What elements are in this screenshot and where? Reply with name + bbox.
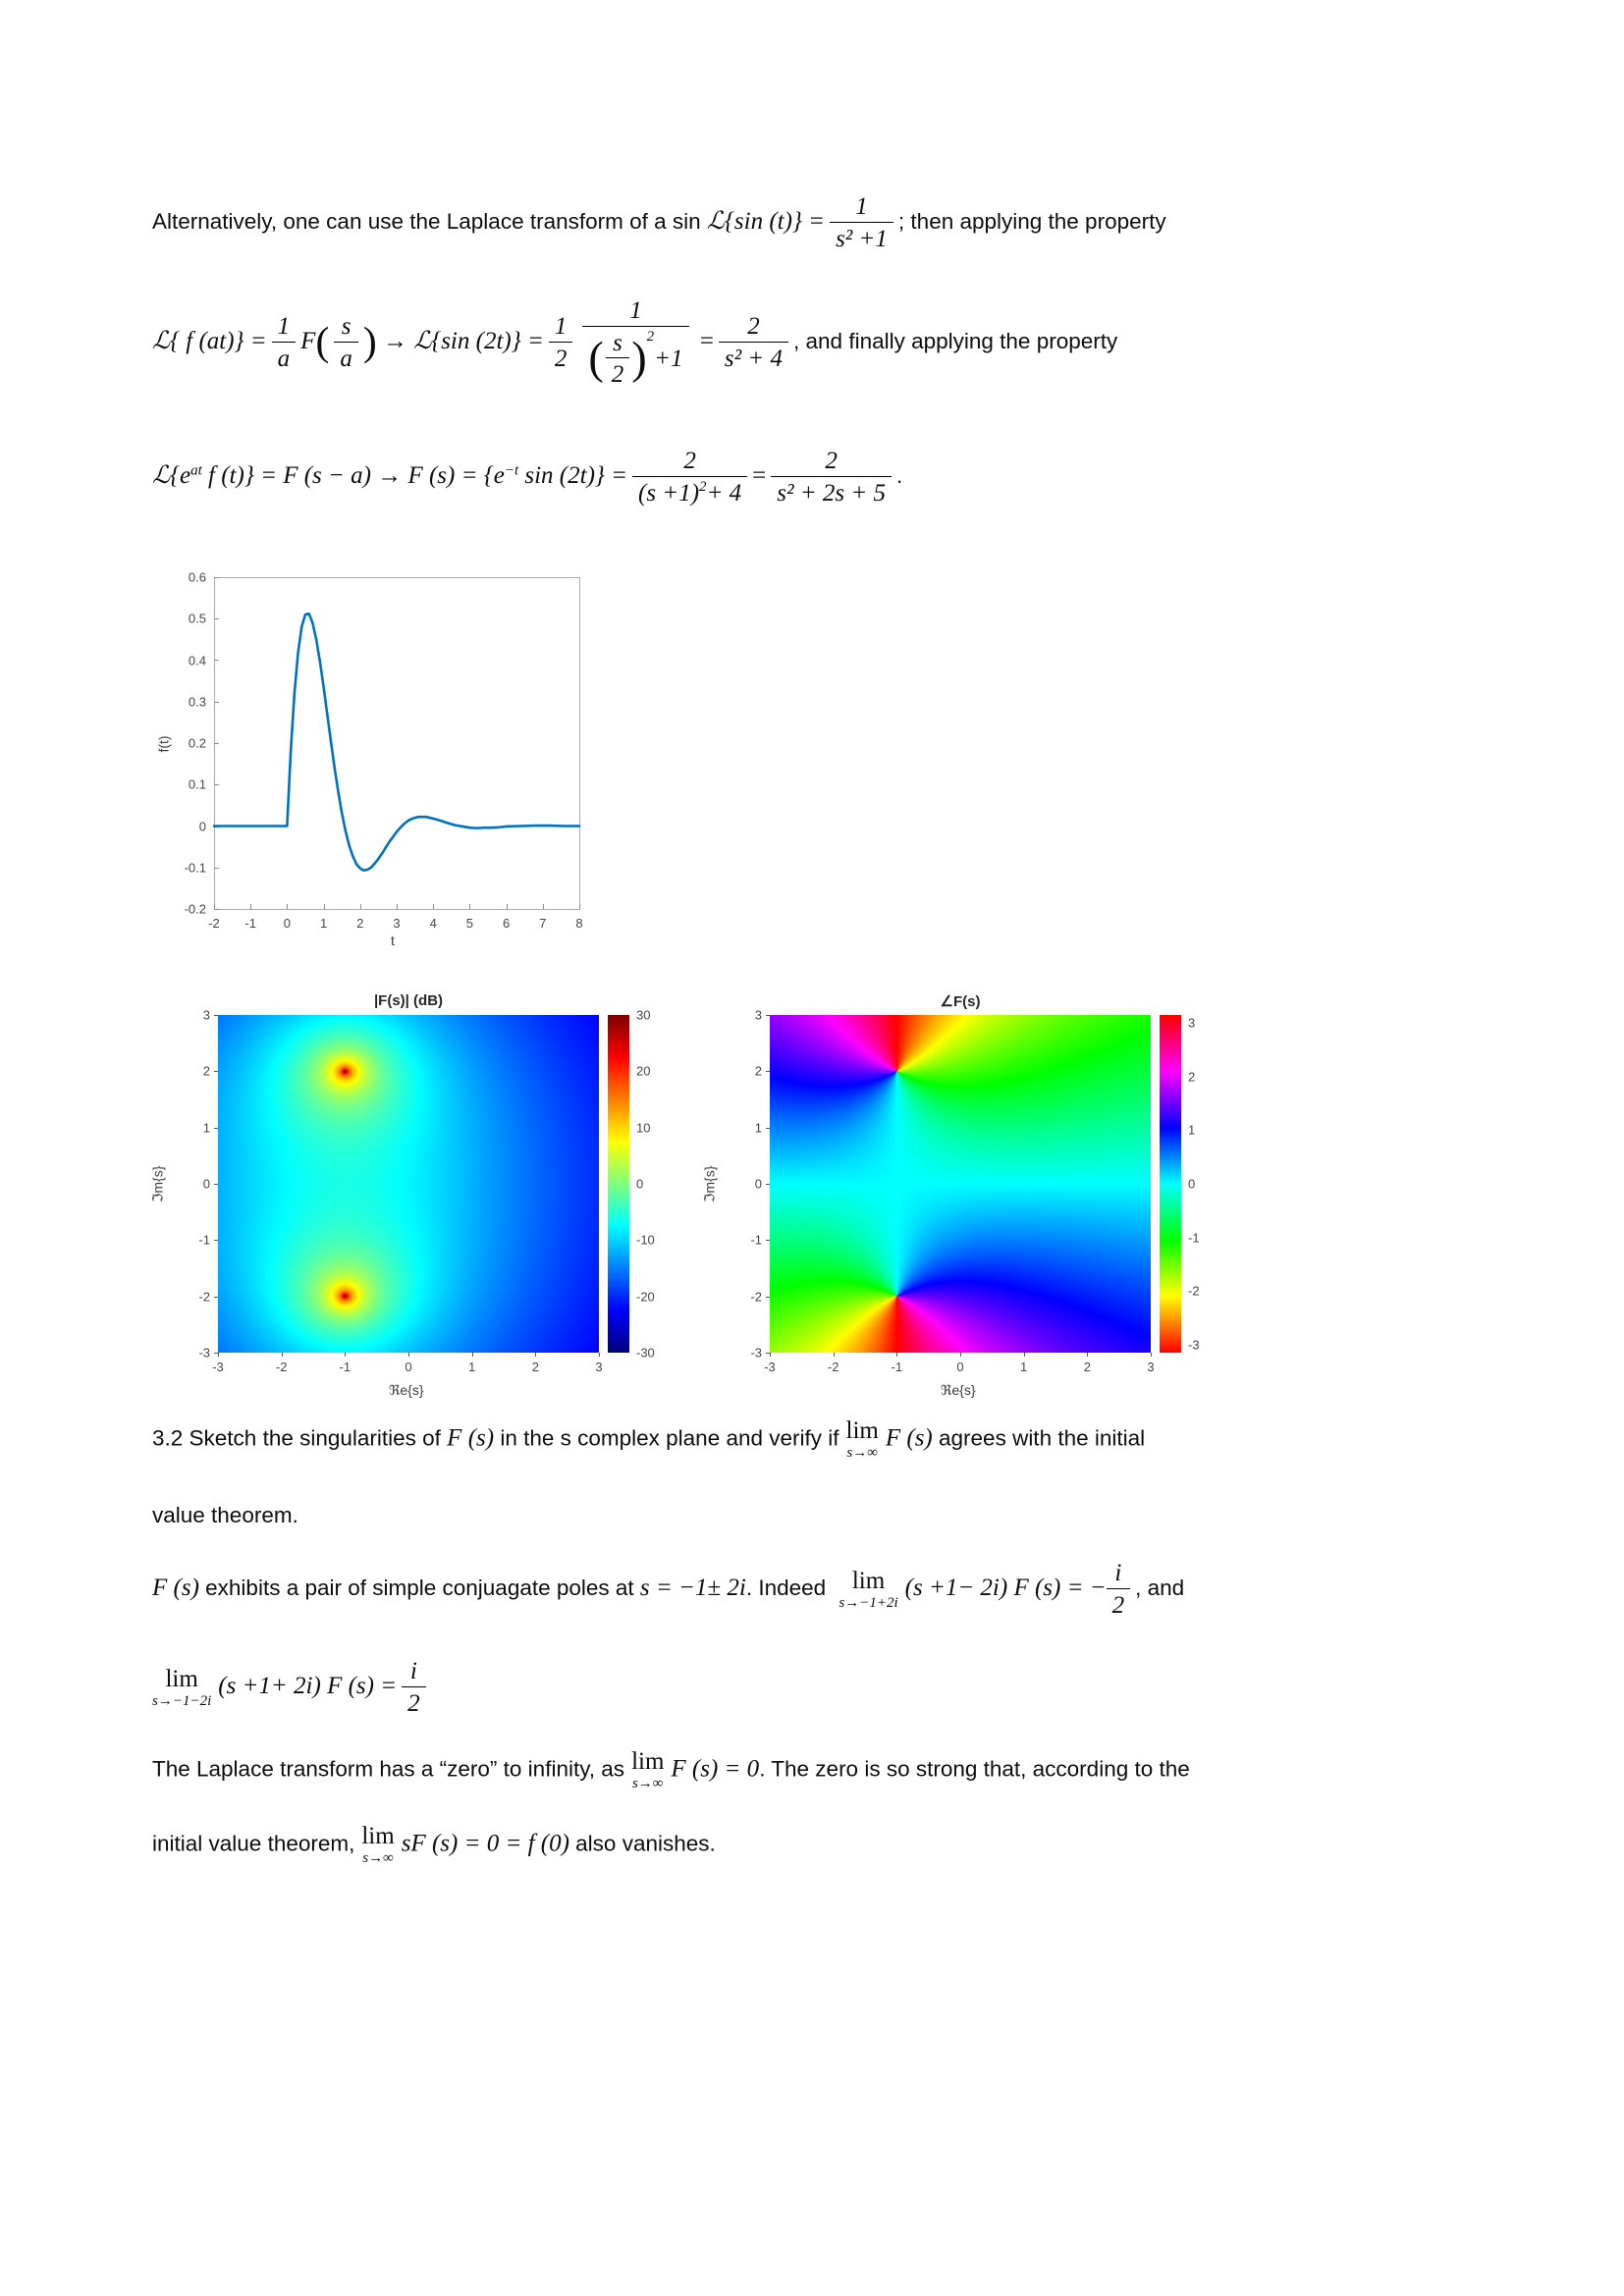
magnitude-plot-title: |F(s)| (dB) (373, 992, 444, 1009)
poles-text-3: , and (1135, 1575, 1185, 1600)
limit-operator: lim (631, 1748, 665, 1775)
fraction-denominator: a (334, 342, 358, 374)
fraction-numerator: s (613, 329, 623, 356)
para1-text-pre: Alternatively, one can use the Laplace transform of a sin (152, 208, 707, 234)
fraction-denominator: 2 (606, 357, 630, 390)
fraction-i-over-2 (402, 1657, 426, 1718)
para1-fraction (830, 192, 893, 253)
phase-heatmap-figure (679, 991, 1244, 1398)
zero-math-1: F (s) = 0 (671, 1755, 760, 1783)
limit-subscript: s→∞ (362, 1850, 394, 1866)
fraction-numerator: 2 (747, 313, 760, 341)
y-tick-label: 0.5 (188, 611, 206, 626)
x-tick-label: 4 (429, 916, 437, 931)
y-tick-label: 0.1 (188, 776, 206, 792)
sec32-text-3: agrees with the initial (932, 1425, 1146, 1451)
colorbar-tick-label: 0 (636, 1176, 644, 1192)
phase-plot-title: ∠F(s) (940, 993, 981, 1010)
tick-mark (1151, 1353, 1152, 1357)
tick-mark (766, 1240, 770, 1241)
zero-text-4: also vanishes. (568, 1831, 716, 1856)
y-tick-label: 2 (754, 1063, 762, 1079)
tick-mark (472, 1353, 473, 1357)
tick-mark (214, 1240, 218, 1241)
formula3-part1: ℒ{e (152, 461, 191, 489)
x-tick-label: 5 (465, 916, 474, 931)
tick-mark (834, 1353, 835, 1357)
paragraph-zero-line1 (152, 1749, 1488, 1791)
exponent: 2 (699, 478, 707, 495)
sec32-math-Fs: F (s) (447, 1424, 495, 1452)
den-base: (s +1) (638, 479, 700, 507)
x-tick-label: 0 (283, 916, 292, 931)
poles-math-Fs: F (s) (152, 1574, 199, 1601)
tick-mark (896, 1353, 897, 1357)
poles-text-2: . Indeed (745, 1575, 833, 1600)
open-paren: ( (315, 319, 330, 365)
sec32-text-2: in the s complex plane and verify if (494, 1425, 839, 1451)
x-tick-label: 8 (575, 916, 583, 931)
limit-subscript: s→∞ (631, 1776, 664, 1791)
fraction-numerator: 1 (277, 313, 291, 341)
denominator-tail: +1 (654, 345, 683, 372)
y-tick-label: 3 (754, 1007, 762, 1023)
x-tick-label: -2 (208, 916, 220, 931)
x-tick-label: 1 (319, 916, 328, 931)
close-paren: ) (362, 319, 377, 365)
fraction-denominator: s² +1 (830, 222, 893, 254)
limit-s-to-infinity (631, 1749, 664, 1791)
fraction-numerator: s (341, 313, 352, 341)
y-tick-label: -3 (198, 1345, 210, 1361)
tick-mark (214, 1015, 218, 1016)
x-tick-label: 6 (502, 916, 511, 931)
x-tick-label: 7 (539, 916, 547, 931)
y-tick-label: 1 (754, 1120, 762, 1136)
magnitude-heatmap-figure (126, 991, 690, 1398)
colorbar-tick-label: -2 (1188, 1283, 1200, 1299)
tick-mark (535, 1353, 536, 1357)
fraction-numerator: i (409, 1658, 417, 1684)
colorbar-tick-label: 2 (1188, 1069, 1196, 1084)
magnitude-heatmap-canvas (218, 1015, 599, 1353)
limit-s-to-pole1 (839, 1569, 897, 1611)
limit-s-to-pole2 (152, 1667, 211, 1709)
x-tick-label: 2 (356, 916, 364, 931)
fraction-result (719, 312, 788, 373)
para1-math-lhs: ℒ{sin (t)} = (706, 207, 826, 235)
tick-mark (214, 1184, 218, 1185)
y-tick-label: 0 (198, 819, 206, 833)
exponent-at: at (190, 462, 202, 479)
formula3-period: . (895, 462, 903, 488)
fraction-numerator: i (1114, 1560, 1122, 1586)
den-tail: + 4 (706, 479, 742, 507)
fraction-denominator: a (272, 342, 297, 374)
equals-sign: = (699, 328, 714, 355)
y-tick-label: 0.6 (188, 569, 206, 585)
tick-mark (599, 1353, 600, 1357)
poles-math-location: s = −1± 2i (639, 1574, 746, 1601)
fraction-denominator: 2 (402, 1686, 426, 1719)
x-tick-label: 3 (393, 916, 401, 931)
limit-subscript: s→−1−2i (152, 1692, 212, 1709)
colorbar-tick-label: 0 (1188, 1176, 1196, 1192)
x-tick-label: 2 (531, 1360, 539, 1374)
tick-mark (766, 1071, 770, 1072)
formula2-mid: ℒ{sin (2t)} = (413, 328, 544, 355)
sec32-text-4: value theorem. (152, 1503, 298, 1527)
phase-colorbar (1160, 1015, 1181, 1353)
y-tick-label: -0.1 (184, 860, 206, 876)
big-fraction (582, 296, 688, 390)
tick-mark (218, 1353, 219, 1357)
colorbar-tick-label: -10 (636, 1232, 655, 1248)
exponent: 2 (646, 328, 655, 345)
x-tick-label: -1 (339, 1360, 352, 1374)
poles-math-residue: (s +1− 2i) F (s) = − (904, 1574, 1107, 1601)
tick-mark (214, 1353, 218, 1354)
x-tick-label: 0 (405, 1360, 412, 1374)
limit-operator: lim (851, 1567, 886, 1594)
fraction-denominator (582, 326, 688, 390)
tick-mark (408, 1353, 409, 1357)
x-tick-label: 3 (1147, 1360, 1155, 1374)
phase-plot-xlabel: ℜe{s} (941, 1382, 976, 1398)
phase-heatmap-canvas (770, 1015, 1151, 1353)
fraction-1-over-2 (549, 312, 573, 373)
y-tick-label: -2 (750, 1289, 762, 1305)
time-plot-canvas (137, 558, 673, 948)
y-tick-label: 0 (202, 1176, 210, 1192)
tick-mark (214, 1297, 218, 1298)
y-tick-label: 0.3 (188, 694, 206, 710)
colorbar-tick-label: -20 (636, 1289, 655, 1305)
tick-mark (282, 1353, 283, 1357)
tick-mark (1024, 1353, 1025, 1357)
poles-text-1: exhibits a pair of simple conjuagate poles at (198, 1575, 640, 1600)
y-tick-label: 1 (202, 1120, 210, 1136)
y-tick-label: -2 (198, 1289, 210, 1305)
y-tick-label: 0.2 (188, 735, 206, 751)
tick-mark (770, 1353, 771, 1357)
paragraph-zero-line2 (152, 1824, 1488, 1866)
fraction-denominator (632, 476, 747, 508)
tick-mark (345, 1353, 346, 1357)
limit-subscript: s→−1+2i (839, 1594, 898, 1611)
tick-mark (214, 1128, 218, 1129)
colorbar-tick-label: -3 (1188, 1337, 1200, 1353)
limit-s-to-infinity (846, 1418, 879, 1461)
formula-shift-property (152, 447, 1473, 507)
x-tick-label: -3 (212, 1360, 224, 1374)
para1-text-post: ; then applying the property (897, 208, 1166, 234)
open-paren: ( (588, 333, 604, 384)
fraction-denominator: 2 (549, 342, 573, 374)
fraction-denominator: 2 (1107, 1588, 1131, 1621)
section-3-2-line2 (152, 1500, 1473, 1531)
tick-mark (766, 1015, 770, 1016)
fraction-numerator: 1 (554, 313, 568, 341)
section-3-2-heading (152, 1418, 1473, 1461)
fraction-numerator: 1 (855, 193, 868, 220)
arrow-right: → (382, 328, 407, 355)
x-tick-label: 3 (595, 1360, 603, 1374)
time-domain-figure (137, 558, 673, 950)
limit-subscript: s→∞ (846, 1445, 878, 1461)
magnitude-plot-ylabel: ℑm{s} (149, 1165, 166, 1203)
x-tick-label: 0 (956, 1360, 964, 1374)
magnitude-plot-xlabel: ℜe{s} (389, 1382, 424, 1398)
limit-s-to-infinity (361, 1824, 394, 1866)
x-tick-label: -3 (764, 1360, 776, 1374)
x-tick-label: 1 (468, 1360, 476, 1374)
fraction-numerator: 2 (825, 448, 838, 474)
formula2-F: F (300, 328, 316, 355)
tick-mark (766, 1128, 770, 1129)
tick-mark (1087, 1353, 1088, 1357)
zero-text-3: initial value theorem, (152, 1831, 355, 1856)
fraction-s-over-a (334, 312, 358, 373)
tick-mark (766, 1184, 770, 1185)
colorbar-tick-label: 1 (1188, 1122, 1196, 1138)
exponent-minus-t: −t (504, 462, 519, 479)
x-tick-label: 2 (1083, 1360, 1091, 1374)
sec32-text-1: 3.2 Sketch the singularities of (152, 1425, 448, 1451)
formula3-part3: sin (2t)} = (518, 461, 628, 489)
y-tick-label: 0 (754, 1176, 762, 1192)
formula-limit-2 (152, 1657, 1473, 1718)
y-tick-label: -0.2 (184, 901, 206, 917)
sec32-math-Fs-2: F (s) (885, 1424, 933, 1452)
zero-math-2: sF (s) = 0 = f (0) (401, 1830, 569, 1857)
equals-sign: = (752, 461, 767, 489)
x-tick-label: -1 (891, 1360, 903, 1374)
colorbar-tick-label: -30 (636, 1345, 655, 1361)
formula3-part2: f (t)} = F (s − a) → F (s) = {e (201, 461, 505, 489)
magnitude-colorbar (608, 1015, 629, 1353)
formula-scaling-property (152, 296, 1473, 390)
tick-mark (960, 1353, 961, 1357)
fraction-s-over-2 (606, 329, 630, 390)
fraction-shifted (632, 447, 747, 507)
x-tick-label: -1 (244, 916, 256, 931)
paragraph-laplace-sin (152, 192, 1473, 253)
colorbar-tick-label: 10 (636, 1120, 651, 1136)
y-tick-label: -1 (198, 1232, 210, 1248)
time-plot-xlabel: t (391, 933, 395, 948)
close-paren: ) (631, 333, 647, 384)
fraction-1-over-a (272, 312, 297, 373)
y-tick-label: -3 (750, 1345, 762, 1361)
limit-operator: lim (165, 1665, 198, 1692)
limit-operator: lim (845, 1417, 879, 1444)
colorbar-tick-label: -1 (1188, 1230, 1200, 1246)
fraction-denominator: s² + 4 (719, 342, 788, 374)
x-tick-label: -2 (827, 1360, 839, 1374)
zero-text-2: . The zero is so strong that, according to the (759, 1756, 1190, 1782)
zero-text-1: The Laplace transform has a “zero” to infinity, as (152, 1756, 625, 1782)
y-tick-label: -1 (750, 1232, 762, 1248)
phase-plot-ylabel: ℑm{s} (701, 1165, 718, 1203)
fraction-expanded (771, 447, 892, 507)
lim2-math: (s +1+ 2i) F (s) = (218, 1672, 398, 1699)
formula2-tail-text: , and finally applying the property (793, 329, 1118, 354)
time-plot-ylabel: f(t) (155, 735, 172, 753)
formula2-lhs: ℒ{ f (at)} = (152, 328, 267, 355)
tick-mark (214, 1071, 218, 1072)
fraction-denominator: s² + 2s + 5 (771, 476, 892, 508)
colorbar-tick-label: 3 (1188, 1015, 1196, 1031)
paragraph-poles (152, 1559, 1488, 1620)
y-tick-label: 3 (202, 1007, 210, 1023)
tick-mark (766, 1297, 770, 1298)
fraction-numerator: 2 (683, 448, 696, 474)
y-tick-label: 2 (202, 1063, 210, 1079)
fraction-numerator: 1 (629, 297, 642, 324)
tick-mark (766, 1353, 770, 1354)
colorbar-tick-label: 20 (636, 1063, 651, 1079)
colorbar-tick-label: 30 (636, 1007, 651, 1023)
fraction-i-over-2 (1107, 1559, 1131, 1620)
y-tick-label: 0.4 (188, 653, 206, 667)
x-tick-label: -2 (275, 1360, 288, 1374)
limit-operator: lim (361, 1823, 395, 1849)
x-tick-label: 1 (1020, 1360, 1028, 1374)
